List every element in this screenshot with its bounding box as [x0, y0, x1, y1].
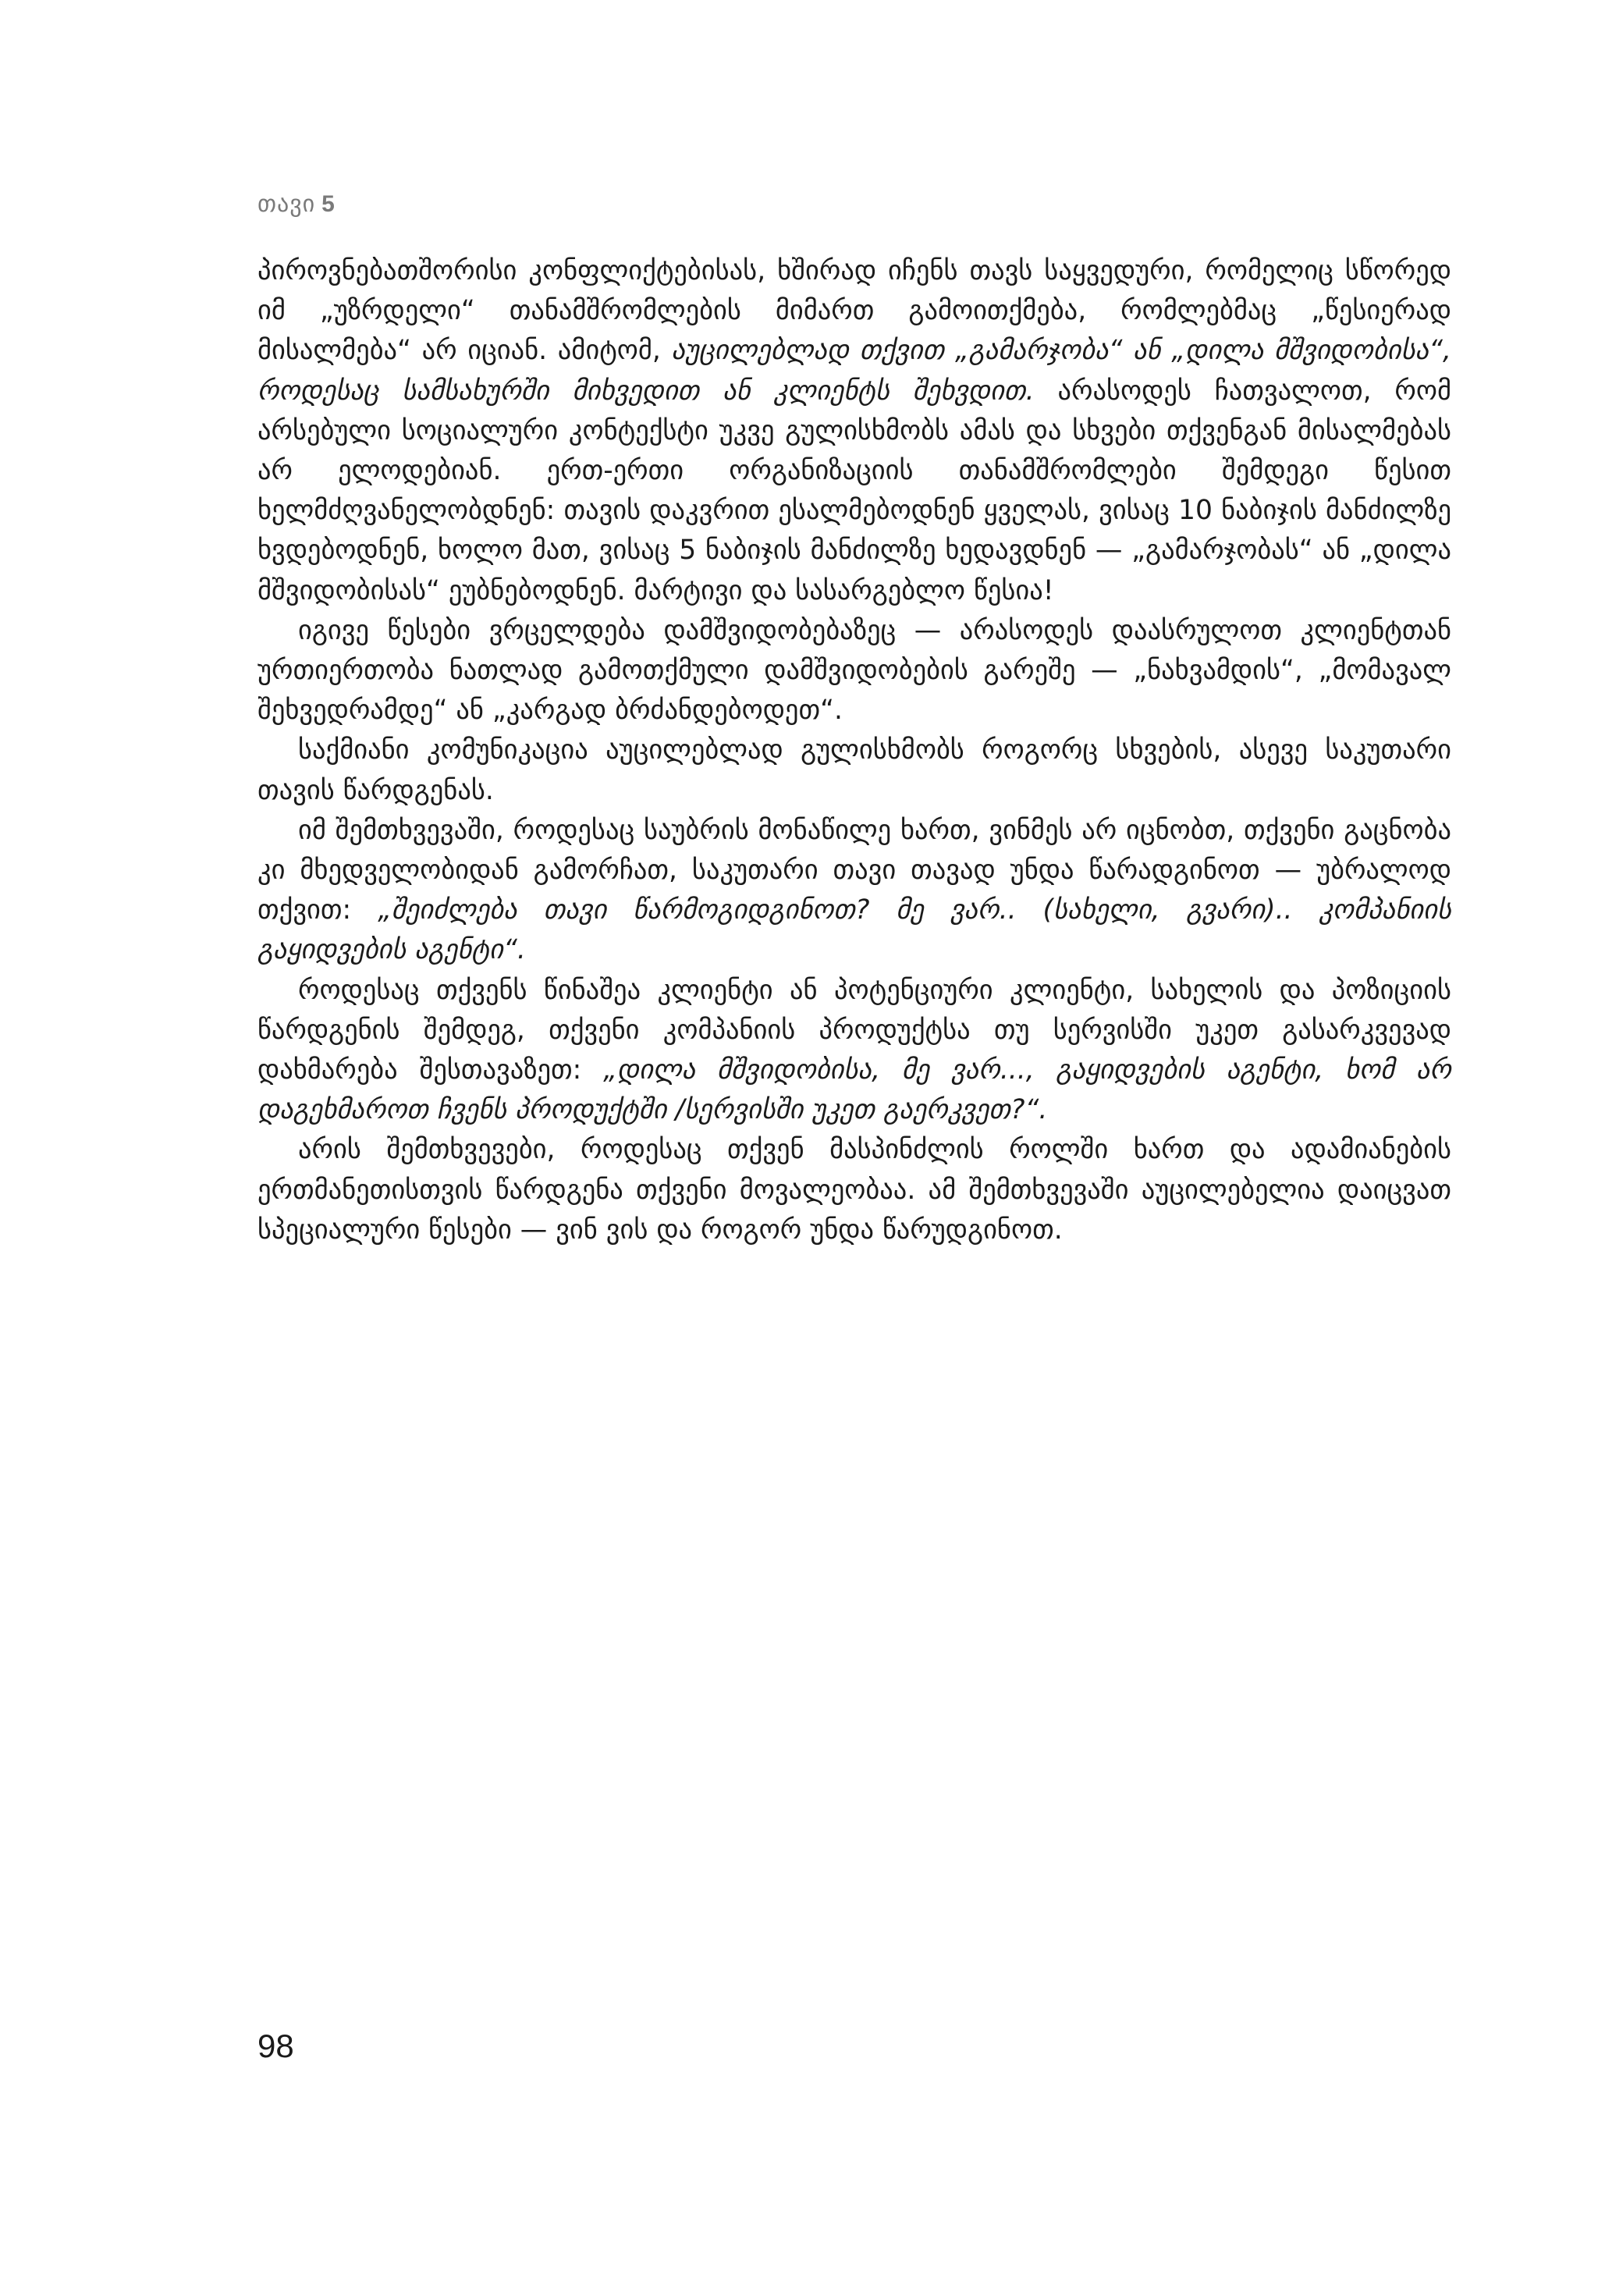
- paragraph-1: [257, 251, 1451, 611]
- chapter-label: თავი: [257, 190, 316, 218]
- paragraph-4-segment-1: იმ შემთხვევაში, როდესაც საუბრის მონაწილე ხართ, ვინმეს არ იცნობთ, თქვენი გაცნობა კი მხედველობიდან გამორჩათ, საკუთარი თავი თავად უნდა წარადგინოთ — უბრალოდ თქვით:: [257, 814, 1451, 926]
- paragraph-1-segment-3: არასოდეს ჩათვალოთ, რომ არსებული სოციალური კონტექსტი უკვე გულისხმობს ამას და სხვები თქვენგან მისალმებას არ ელოდებიან. ერთ-ერთი ორგანიზაციის თანამშრომლები შემდეგი წესით ხელმძღვანელობდნენ: თავის დაკვრით ესალმებოდნენ ყველას, ვისაც 10 ნაბიჯის მანძილზე ხვდებოდნენ, ხოლო მათ, ვისაც 5 ნაბიჯის მანძილზე ხედავდნენ — „გამარჯობას“ ან „დილა მშვიდობისას“ ეუბნებოდნენ. მარტივი და სასარგებლო წესია!: [257, 375, 1451, 606]
- paragraph-4-italic-quote: „შეიძლება თავი წარმოგიდგინოთ? მე ვარ.. (სახელი, გვარი).. კომპანიის გაყიდვების აგენტი“.: [257, 894, 1451, 966]
- paragraph-2-segment-1: იგივე წესები ვრცელდება დამშვიდობებაზეც — არასოდეს დაასრულოთ კლიენტთან ურთიერთობა ნათლად გამოთქმული დამშვიდობების გარეშე — „ნახვამდის“, „მომავალ შეხვედრამდე“ ან „კარგად ბრძანდებოდეთ“.: [257, 614, 1451, 727]
- paragraph-4: [257, 811, 1451, 971]
- paragraph-1-segment-1: პიროვნებათშორისი კონფლიქტებისას, ხშირად იჩენს თავს საყვედური, რომელიც სწორედ იმ „უზრდელი“ თანამშრომლების მიმართ გამოითქმება, რომლებმაც „წესიერად მისალმება“ არ იციან. ამიტომ,: [257, 255, 1451, 367]
- paragraph-5-italic-quote: „დილა მშვიდობისა, მე ვარ..., გაყიდვების აგენტი, ხომ არ დაგეხმაროთ ჩვენს პროდუქტში /სერვისში უკეთ გაერკვეთ?“.: [257, 1054, 1452, 1126]
- paragraph-3: [257, 730, 1451, 810]
- running-head: [257, 190, 336, 218]
- paragraph-2: [257, 611, 1451, 731]
- body-text: [257, 251, 1451, 1250]
- paragraph-6-segment-1: არის შემთხვევები, როდესაც თქვენ მასპინძლის როლში ხართ და ადამიანების ერთმანეთისთვის წარდგენა თქვენი მოვალეობაა. ამ შემთხვევაში აუცილებელია დაიცვათ სპეციალური წესები — ვინ ვის და როგორ უნდა წარუდგინოთ.: [257, 1134, 1451, 1246]
- paragraph-5-segment-1: როდესაც თქვენს წინაშეა კლიენტი ან პოტენციური კლიენტი, სახელის და პოზიციის წარდგენის შემდეგ, თქვენი კომპანიის პროდუქტსა თუ სერვისში უკეთ გასარკვევად დახმარება შესთავაზეთ:: [257, 974, 1451, 1086]
- paragraph-3-segment-1: საქმიანი კომუნიკაცია აუცილებლად გულისხმობს როგორც სხვების, ასევე საკუთარი თავის წარდგენას.: [257, 734, 1451, 806]
- chapter-number: 5: [321, 191, 336, 217]
- paragraph-1-italic-phrase: აუცილებლად თქვით „გამარჯობა“ ან „დილა მშვიდობისა“, როდესაც სამსახურში მიხვედით ან კლიენტს შეხვდით.: [257, 335, 1451, 407]
- paragraph-5: [257, 971, 1451, 1131]
- page-number: 98: [257, 2028, 294, 2064]
- paragraph-6: [257, 1130, 1451, 1250]
